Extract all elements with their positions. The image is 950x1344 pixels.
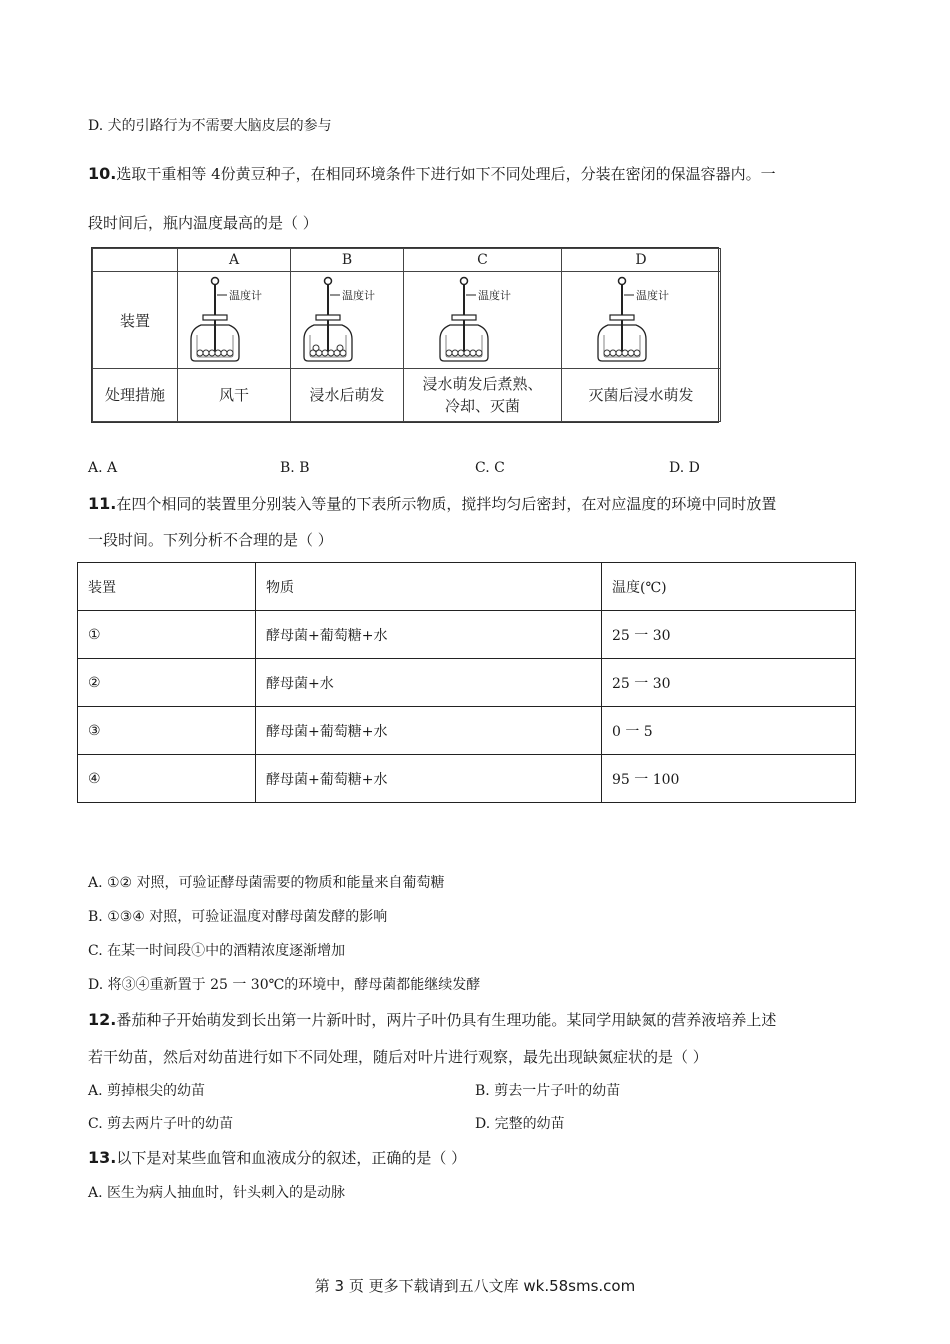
q11-stem-text1: 在四个相同的装置里分别装入等量的下表所示物质，搅拌均匀后密封，在对应温度的环境中同时放置: [116, 495, 777, 513]
figure-corner-cell: [93, 249, 178, 272]
table-header-cell: 装置: [78, 563, 256, 611]
q12-option-c: C. 剪去两片子叶的幼苗: [88, 1116, 234, 1132]
q11-stem-line2: 一段时间。下列分析不合理的是（ ）: [88, 531, 333, 549]
table-cell: 25 一 30: [602, 659, 856, 707]
apparatus-b: [291, 272, 404, 369]
thermos-flask-icon: [576, 273, 706, 367]
treatment-a: 风干: [178, 369, 291, 422]
q12-number: 12.: [88, 1010, 117, 1029]
q13-stem-line1: [88, 1148, 466, 1168]
table-header-row: [78, 563, 856, 611]
thermos-flask-icon: [179, 273, 289, 367]
treatment-c-line2: 冷却、灭菌: [444, 397, 520, 415]
q11-number: 11.: [88, 494, 117, 513]
thermometer-label: 温度计: [229, 289, 262, 302]
table-cell: ③: [78, 707, 256, 755]
q12-stem-line2: 若干幼苗，然后对幼苗进行如下不同处理，随后对叶片进行观察，最先出现缺氮症状的是（ ）: [88, 1048, 708, 1066]
q10-option-d: D. D: [669, 460, 700, 476]
figure-header-a: A: [178, 249, 291, 272]
thermometer-label: 温度计: [477, 289, 511, 302]
q12-stem-line1: [88, 1010, 776, 1030]
q10-option-a: A. A: [88, 460, 118, 476]
q12-option-a: A. 剪掉根尖的幼苗: [88, 1083, 206, 1099]
thermometer-label: 温度计: [636, 289, 669, 302]
table-cell: 酵母菌+葡萄糖+水: [256, 611, 602, 659]
q12-option-b: B. 剪去一片子叶的幼苗: [475, 1083, 621, 1099]
q10-stem-text1: 选取干重相等 4份黄豆种子，在相同环境条件下进行如下不同处理后，分装在密闭的保温容器内。一: [116, 165, 776, 183]
treatment-c: [404, 369, 562, 422]
figure-row-label-device: 装置: [93, 272, 178, 369]
table-cell: 0 一 5: [602, 707, 856, 755]
q10-number: 10.: [88, 164, 117, 183]
table-row: [78, 611, 856, 659]
apparatus-a: [178, 272, 291, 369]
q13-stem-text1: 以下是对某些血管和血液成分的叙述，正确的是（ ）: [116, 1149, 467, 1167]
q11-stem-line1: [88, 494, 776, 514]
table-cell: 95 一 100: [602, 755, 856, 803]
figure-header-d: D: [562, 249, 721, 272]
apparatus-c: [404, 272, 562, 369]
figure-header-b: B: [291, 249, 404, 272]
q10-option-c: C. C: [475, 460, 505, 476]
q9-option-d: D. 犬的引路行为不需要大脑皮层的参与: [88, 118, 332, 134]
treatment-c-line1: 浸水萌发后煮熟、: [422, 375, 543, 393]
q13-option-a: A. 医生为病人抽血时，针头刺入的是动脉: [88, 1185, 346, 1201]
q11-data-table: [77, 562, 856, 803]
table-cell: 酵母菌+葡萄糖+水: [256, 707, 602, 755]
treatment-d: 灭菌后浸水萌发: [562, 369, 721, 422]
table-row: [78, 659, 856, 707]
apparatus-d: [562, 272, 721, 369]
table-row: [78, 755, 856, 803]
page-footer: 第 3 页 更多下载请到五八文库 wk.58sms.com: [314, 1277, 636, 1295]
table-cell: ②: [78, 659, 256, 707]
table-cell: 25 一 30: [602, 611, 856, 659]
q10-stem-line1: [88, 164, 776, 184]
q11-option-a: A. ①② 对照，可验证酵母菌需要的物质和能量来自葡萄糖: [88, 875, 445, 891]
q11-option-c: C. 在某一时间段①中的酒精浓度逐渐增加: [88, 943, 346, 959]
q10-device-figure: [91, 247, 719, 423]
q10-option-b: B. B: [280, 460, 310, 476]
treatment-b: 浸水后萌发: [291, 369, 404, 422]
thermos-flask-icon: [418, 273, 548, 367]
table-header-cell: 温度(℃): [602, 563, 856, 611]
thermos-flask-icon: [292, 273, 402, 367]
q11-option-d: D. 将③④重新置于 25 一 30℃的环境中，酵母菌都能继续发酵: [88, 977, 481, 993]
figure-row-label-treatment: 处理措施: [93, 369, 178, 422]
table-cell: ④: [78, 755, 256, 803]
table-row: [78, 707, 856, 755]
table-cell: 酵母菌+水: [256, 659, 602, 707]
q12-stem-text1: 番茄种子开始萌发到长出第一片新叶时，两片子叶仍具有生理功能。某同学用缺氮的营养液培养上述: [116, 1011, 777, 1029]
q12-option-d: D. 完整的幼苗: [475, 1116, 565, 1132]
thermometer-label: 温度计: [342, 289, 375, 302]
q10-stem-line2: 段时间后，瓶内温度最高的是（ ）: [88, 214, 318, 232]
q11-option-b: B. ①③④ 对照，可验证温度对酵母菌发酵的影响: [88, 909, 388, 925]
table-cell: 酵母菌+葡萄糖+水: [256, 755, 602, 803]
table-header-cell: 物质: [256, 563, 602, 611]
table-cell: ①: [78, 611, 256, 659]
q13-number: 13.: [88, 1148, 117, 1167]
figure-header-c: C: [404, 249, 562, 272]
